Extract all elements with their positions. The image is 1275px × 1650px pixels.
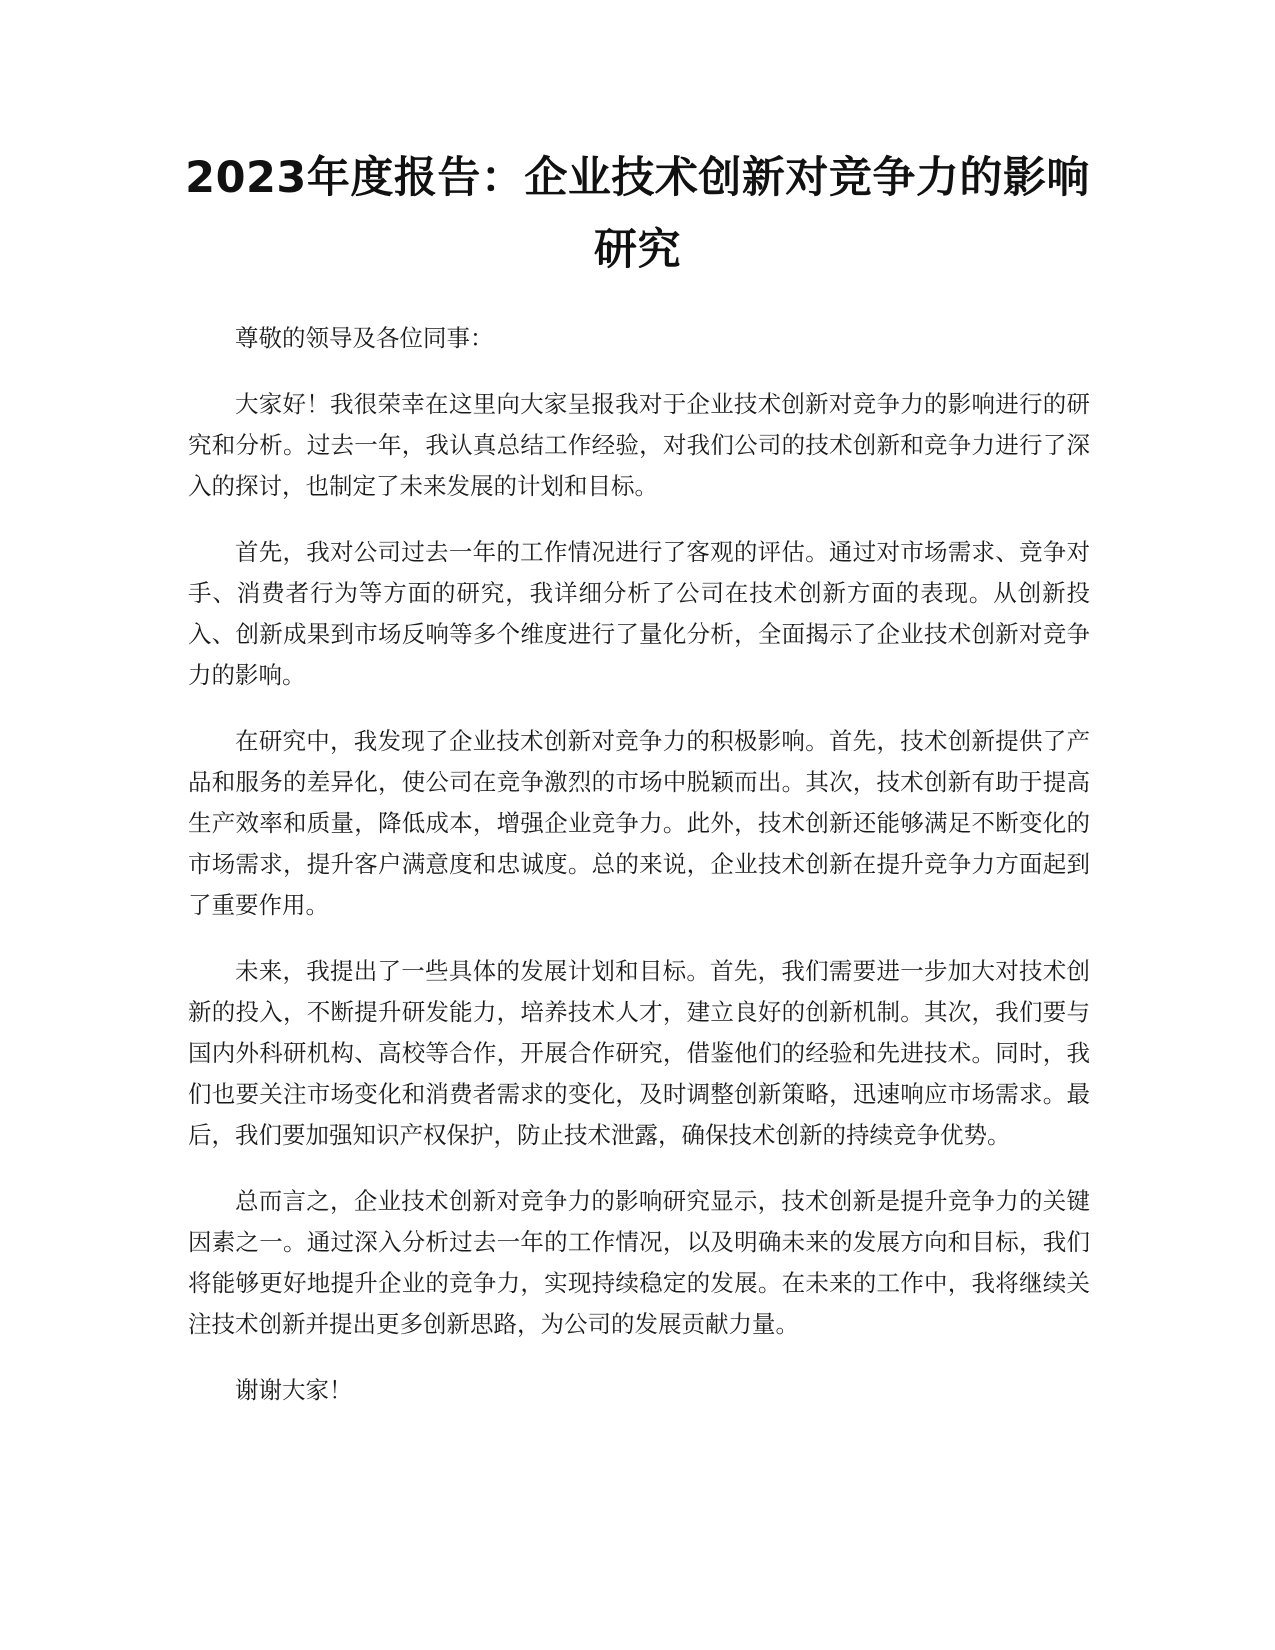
intro-paragraph: 大家好！我很荣幸在这里向大家呈报我对于企业技术创新对竞争力的影响进行的研究和分析。过去一年，我认真总结工作经验，对我们公司的技术创新和竞争力进行了深入的探讨，也制定了未来发展的计划和目标。 <box>188 390 1090 500</box>
conclusion-paragraph: 总而言之，企业技术创新对竞争力的影响研究显示，技术创新是提升竞争力的关键因素之一。通过深入分析过去一年的工作情况，以及明确未来的发展方向和目标，我们将能够更好地提升企业的竞争力，实现持续稳定的发展。在未来的工作中，我将继续关注技术创新并提出更多创新思路，为公司的发展贡献力量。 <box>188 1187 1090 1338</box>
salutation-paragraph: 尊敬的领导及各位同事： <box>235 324 494 352</box>
document-body <box>188 318 1090 1436</box>
closing-paragraph: 谢谢大家！ <box>235 1376 353 1404</box>
plans-paragraph: 未来，我提出了一些具体的发展计划和目标。首先，我们需要进一步加大对技术创新的投入，不断提升研发能力，培养技术人才，建立良好的创新机制。其次，我们要与国内外科研机构、高校等合作，开展合作研究，借鉴他们的经验和先进技术。同时，我们也要关注市场变化和消费者需求的变化，及时调整创新策略，迅速响应市场需求。最后，我们要加强知识产权保护，防止技术泄露，确保技术创新的持续竞争优势。 <box>188 957 1090 1149</box>
document-title: 2023年度报告：企业技术创新对竞争力的影响研究 <box>185 153 1090 275</box>
evaluation-paragraph: 首先，我对公司过去一年的工作情况进行了客观的评估。通过对市场需求、竞争对手、消费者行为等方面的研究，我详细分析了公司在技术创新方面的表现。从创新投入、创新成果到市场反响等多个维度进行了量化分析，全面揭示了企业技术创新对竞争力的影响。 <box>188 538 1090 689</box>
findings-paragraph: 在研究中，我发现了企业技术创新对竞争力的积极影响。首先，技术创新提供了产品和服务的差异化，使公司在竞争激烈的市场中脱颖而出。其次，技术创新有助于提高生产效率和质量，降低成本，增强企业竞争力。此外，技术创新还能够满足不断变化的市场需求，提升客户满意度和忠诚度。总的来说，企业技术创新在提升竞争力方面起到了重要作用。 <box>188 727 1090 919</box>
